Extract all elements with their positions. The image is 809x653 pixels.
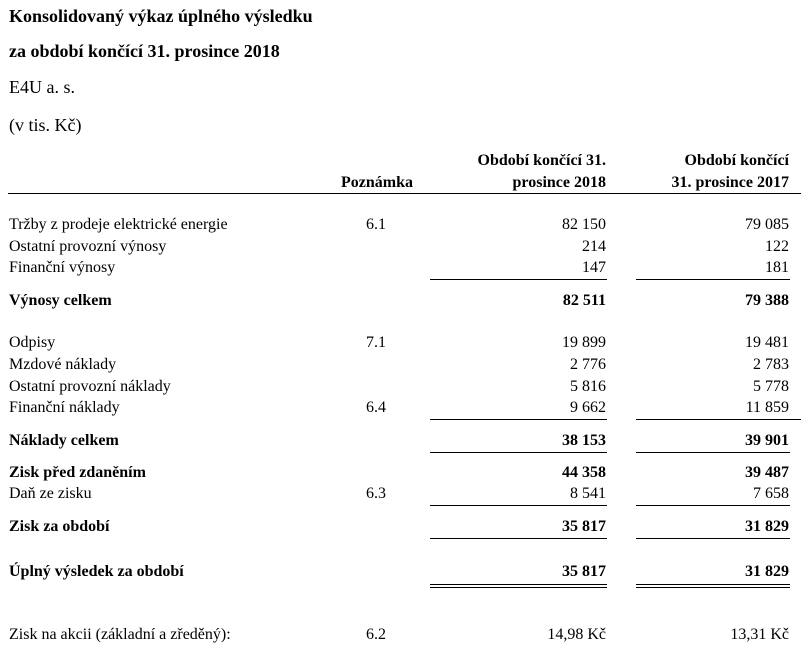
subtotal-rule-2017 — [636, 538, 790, 539]
column-header-2017-line1: Období končící — [684, 152, 789, 169]
subtotal-rule-2017 — [636, 419, 801, 420]
subtotal-rule-2017 — [636, 279, 790, 280]
header-divider — [8, 193, 801, 194]
row-value-2017: 31 829 — [745, 563, 789, 580]
row-note: 6.1 — [366, 216, 386, 233]
row-value-2018: 19 899 — [562, 334, 606, 351]
row-value-2018: 147 — [582, 259, 606, 276]
row-label: Tržby z prodeje elektrické energie — [9, 216, 228, 233]
row-label: Úplný výsledek za období — [9, 563, 184, 580]
statement-title: Konsolidovaný výkaz úplného výsledku — [9, 6, 313, 26]
row-label: Finanční výnosy — [9, 259, 116, 276]
row-value-2018: 9 662 — [570, 399, 606, 416]
subtotal-rule-2018 — [430, 279, 607, 280]
row-value-2017: 2 783 — [753, 356, 789, 373]
column-header-2018-line2: prosince 2018 — [512, 174, 606, 191]
table-row — [0, 483, 809, 505]
total-double-rule-2017 — [636, 587, 790, 588]
table-row — [0, 354, 809, 376]
row-label: Zisk za období — [9, 518, 110, 535]
table-row-total — [0, 561, 809, 583]
row-label: Mzdové náklady — [9, 356, 117, 373]
row-label: Náklady celkem — [9, 432, 119, 449]
row-value-2017: 122 — [765, 238, 789, 255]
subtotal-rule-2018 — [430, 505, 607, 506]
company-name: E4U a. s. — [9, 77, 75, 97]
subtotal-rule-2018 — [430, 538, 607, 539]
table-row — [0, 332, 809, 354]
row-value-2017: 39 487 — [745, 464, 789, 481]
row-value-2017: 11 859 — [745, 399, 789, 416]
table-row — [0, 236, 809, 258]
row-value-2017: 5 778 — [753, 378, 789, 395]
row-value-2018: 8 541 — [570, 485, 606, 502]
subtotal-rule-2018 — [430, 452, 607, 453]
row-value-2018: 35 817 — [562, 518, 606, 535]
row-value-2018: 35 817 — [562, 563, 606, 580]
table-row-total — [0, 290, 809, 312]
row-value-2018: 14,98 Kč — [547, 626, 606, 643]
row-value-2017: 7 658 — [753, 485, 789, 502]
row-note: 6.3 — [366, 485, 386, 502]
subtotal-rule-2018 — [430, 419, 607, 420]
table-row — [0, 397, 809, 419]
row-value-2018: 82 150 — [562, 216, 606, 233]
row-label: Zisk před zdaněním — [9, 464, 146, 481]
table-row — [0, 257, 809, 279]
column-header-note: Poznámka — [341, 174, 413, 191]
row-label: Zisk na akcii (základní a zředěný): — [9, 626, 231, 643]
row-value-2017: 79 085 — [745, 216, 789, 233]
table-row-total — [0, 462, 809, 484]
row-note: 7.1 — [366, 334, 386, 351]
table-row — [0, 214, 809, 236]
table-row — [0, 376, 809, 398]
row-note: 6.4 — [366, 399, 386, 416]
row-label: Ostatní provozní náklady — [9, 378, 171, 395]
subtotal-rule-2017 — [636, 452, 790, 453]
row-value-2017: 79 388 — [745, 292, 789, 309]
row-value-2017: 13,31 Kč — [730, 626, 789, 643]
row-note: 6.2 — [366, 626, 386, 643]
row-value-2018: 2 776 — [570, 356, 606, 373]
row-value-2017: 39 901 — [745, 432, 789, 449]
units-label: (v tis. Kč) — [9, 115, 82, 135]
subtotal-rule-2017 — [636, 505, 790, 506]
row-label: Daň ze zisku — [9, 485, 92, 502]
total-rule-2017 — [636, 584, 790, 585]
row-label: Ostatní provozní výnosy — [9, 238, 167, 255]
row-value-2018: 5 816 — [570, 378, 606, 395]
row-label: Výnosy celkem — [9, 292, 112, 309]
row-value-2017: 31 829 — [745, 518, 789, 535]
row-value-2018: 214 — [582, 238, 606, 255]
column-header-2017-line2: 31. prosince 2017 — [671, 174, 789, 191]
row-label: Finanční náklady — [9, 399, 120, 416]
table-row-total — [0, 430, 809, 452]
total-rule-2018 — [430, 584, 607, 585]
row-label: Odpisy — [9, 334, 56, 351]
row-value-2018: 44 358 — [562, 464, 606, 481]
row-value-2017: 19 481 — [745, 334, 789, 351]
column-header-2018-line1: Období končící 31. — [477, 152, 606, 169]
total-double-rule-2018 — [430, 587, 607, 588]
row-value-2018: 38 153 — [562, 432, 606, 449]
row-value-2018: 82 511 — [562, 292, 606, 309]
row-value-2017: 181 — [765, 259, 789, 276]
statement-period: za období končící 31. prosince 2018 — [9, 41, 280, 61]
table-row — [0, 624, 809, 646]
table-row-total — [0, 516, 809, 538]
